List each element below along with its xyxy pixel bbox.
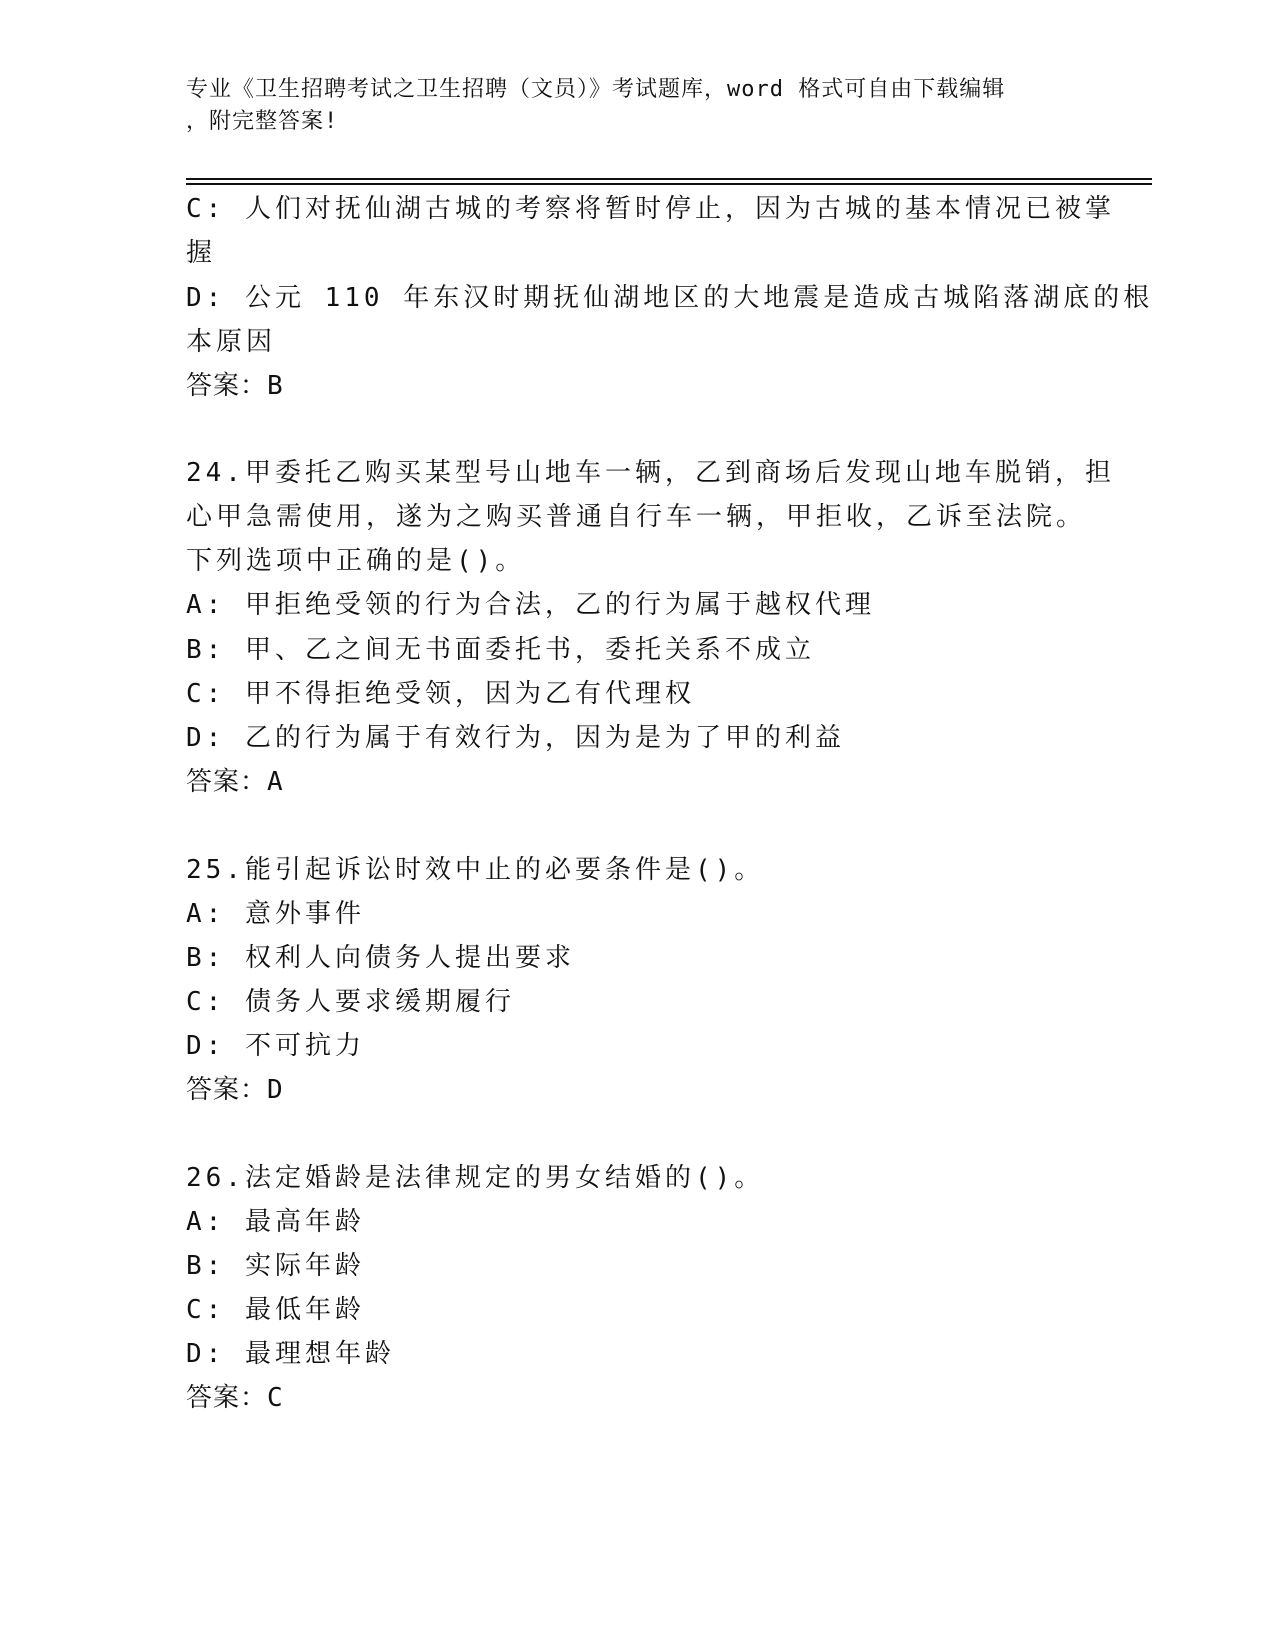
q24-stem-line-3: 下列选项中正确的是()。 xyxy=(186,546,526,576)
header-line-2: ，附完整答案! xyxy=(186,109,339,134)
prev-answer: 答案：B xyxy=(186,371,284,401)
q25-option-d: D: 不可抗力 xyxy=(186,1031,365,1061)
q24-stem-line-1: 24.甲委托乙购买某型号山地车一辆，乙到商场后发现山地车脱销，担 xyxy=(186,458,1115,488)
prev-option-c-line-1: C: 人们对抚仙湖古城的考察将暂时停止，因为古城的基本情况已被掌 xyxy=(186,194,1115,224)
prev-option-d-line-1: D: 公元 110 年东汉时期抚仙湖地区的大地震是造成古城陷落湖底的根 xyxy=(186,283,1154,313)
document-header xyxy=(186,74,1066,138)
q24-answer: 答案：A xyxy=(186,767,284,797)
q24-option-d: D: 乙的行为属于有效行为，因为是为了甲的利益 xyxy=(186,723,845,753)
q26-stem: 26.法定婚龄是法律规定的男女结婚的()。 xyxy=(186,1163,765,1193)
q24-stem-line-2: 心甲急需使用，遂为之购买普通自行车一辆，甲拒收，乙诉至法院。 xyxy=(186,502,1087,532)
q26-option-b: B: 实际年龄 xyxy=(186,1251,365,1281)
header-line-1: 专业《卫生招聘考试之卫生招聘（文员）》考试题库，word 格式可自由下载编辑 xyxy=(186,77,1006,102)
q25-stem: 25.能引起诉讼时效中止的必要条件是()。 xyxy=(186,855,765,885)
q26-option-c: C: 最低年龄 xyxy=(186,1295,365,1325)
q24-option-a: A: 甲拒绝受领的行为合法，乙的行为属于越权代理 xyxy=(186,590,875,620)
q25-option-c: C: 债务人要求缓期履行 xyxy=(186,987,515,1017)
prev-option-d-line-2: 本原因 xyxy=(186,327,277,357)
q26-option-d: D: 最理想年龄 xyxy=(186,1339,395,1369)
prev-option-c-line-2: 握 xyxy=(186,238,217,268)
q25-answer: 答案：D xyxy=(186,1075,284,1105)
q24-option-c: C: 甲不得拒绝受领，因为乙有代理权 xyxy=(186,679,695,709)
q26-answer: 答案：C xyxy=(186,1383,284,1413)
header-divider-bottom xyxy=(186,183,1152,185)
q25-option-a: A: 意外事件 xyxy=(186,899,365,929)
q24-option-b: B: 甲、乙之间无书面委托书，委托关系不成立 xyxy=(186,635,815,665)
q25-option-b: B: 权利人向债务人提出要求 xyxy=(186,943,575,973)
q26-option-a: A: 最高年龄 xyxy=(186,1207,365,1237)
header-divider-top xyxy=(186,178,1152,180)
